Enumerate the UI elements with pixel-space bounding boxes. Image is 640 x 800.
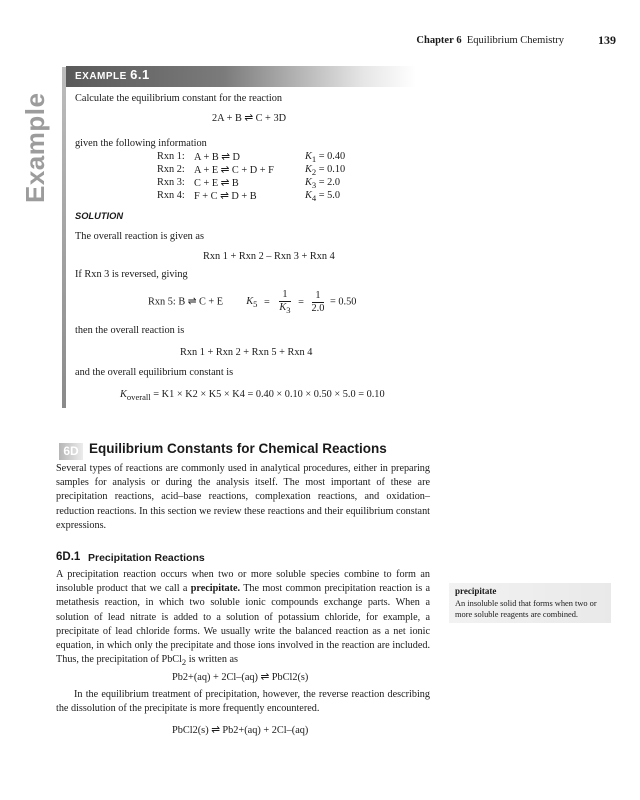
k-overall-expression: $K_{overall} = K1 \times K2 \times K5 \times K4 = 0.40 \times 0.10 \times 0.50 \times 5.0 = 0.10$ — [120, 389, 385, 403]
then-text: then the overall reaction is — [75, 325, 185, 336]
section-intro: Several types of reactions are commonly used in analytical procedures, either in preparing samples for analysis or during the analysis itself. The most important of these are precipitation reactions, acid–base reactions, complexation reactions, and oxidation–reduction reactions. In this section we review these reactions and their equilibrium constant expressions. — [56, 463, 430, 531]
example-prompt: Calculate the equilibrium constant for the reaction — [75, 93, 283, 104]
overall-intro: The overall reaction is given as — [75, 231, 204, 242]
example-title — [75, 67, 150, 82]
fraction-one-over-k3: $\frac{1}{K_3}$ — [279, 289, 291, 316]
constant-text: and the overall equilibrium constant is — [75, 367, 234, 378]
reaction-label: Rxn 2: — [157, 164, 185, 175]
example-label: EXAMPLE — [75, 71, 127, 82]
reaction-k: $K_2 = 0.10$ — [305, 164, 346, 178]
reaction-equation: A + B ⇌ D — [194, 152, 240, 163]
glossary-definition: An insoluble solid that forms when two or more soluble reagents are combined. — [455, 599, 597, 619]
rxn5-line — [148, 289, 356, 316]
chapter-label: Chapter — [416, 35, 454, 46]
reaction-equation: F + C ⇌ D + B — [194, 191, 257, 202]
dissolution-paragraph: In the equilibrium treatment of precipitation, however, the reverse reaction describing the dissolution of the precipitate is more frequently encountered. — [56, 689, 430, 715]
example-number: 6.1 — [130, 67, 150, 82]
glossary-term: precipitate — [455, 586, 497, 596]
k5-symbol: $K_5$ — [246, 295, 258, 309]
reaction-label: Rxn 4: — [157, 190, 185, 201]
reaction-label: Rxn 1: — [157, 151, 185, 162]
running-header — [416, 35, 564, 46]
precipitation-paragraph: A precipitation reaction occurs when two or more soluble species combine to form an insoluble product that we call a precipitate. The most common precipitation reaction is a metathesis reaction, in which two soluble ionic compounds exchange parts. When a solution of lead nitrate is added to a solution of potassium chloride, for example, a precipitate of lead chloride forms. We usually write the balanced reaction as a net ionic equation, in which only the precipitate and those ions involved in the reaction are included. Thus, the precipitation of PbCl$_2$ is written as — [56, 569, 430, 668]
reaction-label: Rxn 3: — [157, 177, 185, 188]
chapter-number: 6 — [456, 35, 462, 46]
reaction-k: $K_3 = 2.0$ — [305, 177, 341, 191]
reaction-equation: C + E ⇌ B — [194, 178, 239, 189]
fraction-one-over-two: $\frac{1}{2.0}$ — [311, 290, 325, 315]
overall-combo-2: Rxn 1 + Rxn 2 + Rxn 5 + Rxn 4 — [180, 347, 313, 358]
example-sidebar-bar — [62, 67, 66, 408]
equation-precipitation: Pb2+(aq) + 2Cl–(aq) ⇌ PbCl2(s) — [172, 672, 309, 683]
precipitate-term: precipitate. — [190, 583, 241, 595]
reaction-equation: A + E ⇌ C + D + F — [194, 165, 274, 176]
k5-result: = 0.50 — [329, 296, 357, 308]
given-text: given the following information — [75, 138, 207, 149]
subsection-number: 6D.1 — [56, 551, 81, 563]
equation-dissolution: PbCl2(s) ⇌ Pb2+(aq) + 2Cl–(aq) — [172, 725, 309, 736]
equals-sign: = — [264, 296, 270, 308]
reverse-text: If Rxn 3 is reversed, giving — [75, 269, 188, 280]
section-title: Equilibrium Constants for Chemical Reactions — [89, 441, 387, 456]
reaction-k: $K_4 = 5.0$ — [305, 190, 341, 204]
target-reaction: 2A + B ⇌ C + 3D — [212, 113, 287, 124]
solution-heading: SOLUTION — [75, 211, 124, 221]
section-badge: 6D — [59, 443, 83, 460]
subsection-title: Precipitation Reactions — [88, 552, 205, 564]
rxn5-label: Rxn 5: B ⇌ C + E — [148, 296, 224, 308]
page-number: 139 — [598, 33, 616, 47]
example-sidebar — [20, 63, 70, 408]
chapter-title: Equilibrium Chemistry — [466, 35, 564, 46]
equals-sign: = — [298, 296, 304, 308]
reaction-k: $K_1 = 0.40$ — [305, 151, 346, 165]
overall-combo: Rxn 1 + Rxn 2 – Rxn 3 + Rxn 4 — [203, 251, 335, 262]
example-sidebar-word: Example — [20, 92, 50, 203]
